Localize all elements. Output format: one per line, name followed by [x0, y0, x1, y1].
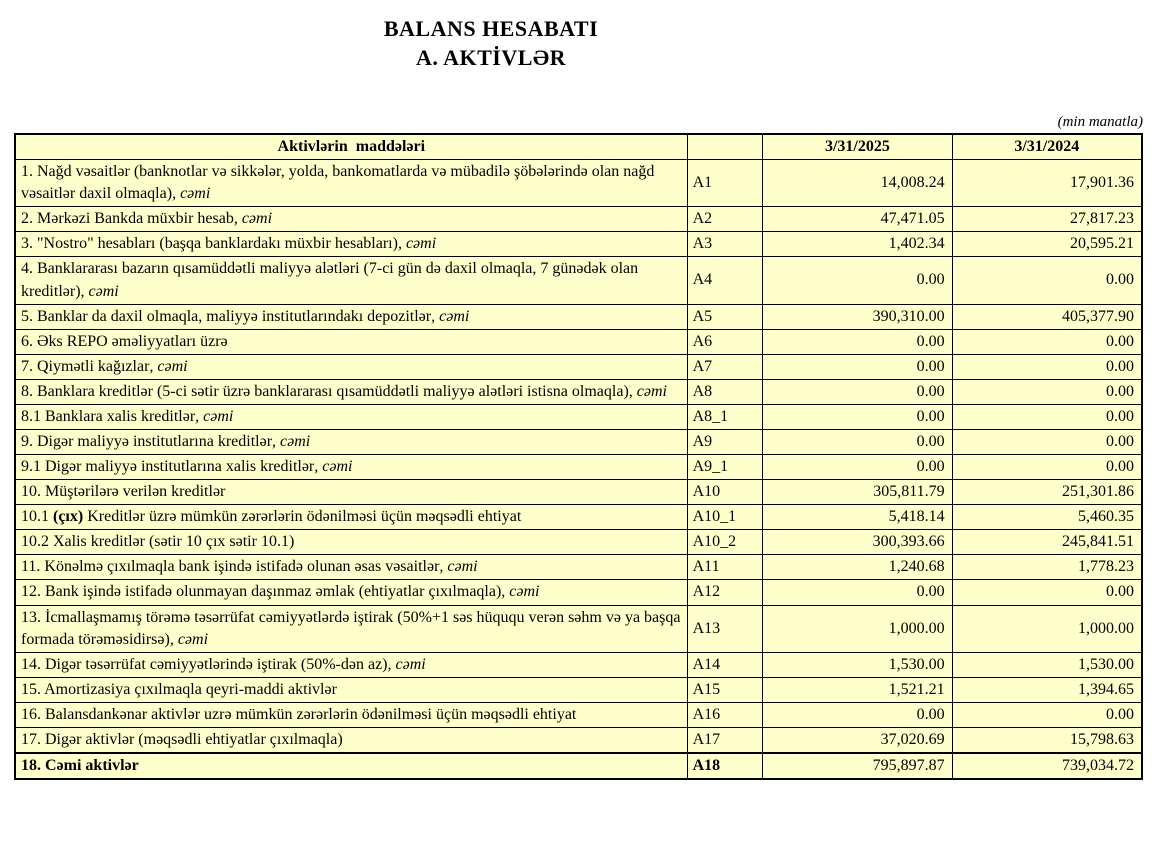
row-value-2024: 739,034.72	[952, 753, 1142, 779]
row-label	[15, 530, 687, 555]
row-label-segment: 7. Qiymətli kağızlar	[21, 357, 150, 375]
row-value-2025: 0.00	[763, 580, 952, 605]
row-label-segment: 8.1 Banklara xalis kreditlər	[21, 407, 196, 425]
header-row	[15, 134, 1142, 160]
row-value-2024: 27,817.23	[952, 207, 1142, 232]
row-code: A10_2	[687, 530, 763, 555]
row-label	[15, 580, 687, 605]
row-value-2024: 0.00	[952, 354, 1142, 379]
row-label-segment: , cəmi	[233, 210, 273, 228]
row-value-2025: 390,310.00	[763, 304, 952, 329]
row-value-2025: 0.00	[763, 404, 952, 429]
row-label-segment: 2. Mərkəzi Bankda müxbir hesab	[21, 210, 234, 228]
row-label-segment: 18. Cəmi aktivlər	[21, 757, 139, 775]
row-value-2024: 0.00	[952, 379, 1142, 404]
row-label-segment: 13. İcmallaşmamış törəmə təsərrüfat cəmiyyətlərdə iştirak (50%+1 səs hüququ verən səhm və ya başqa formada törəməsidirsə)	[21, 608, 681, 648]
row-label-segment: 17. Digər aktivlər (məqsədli ehtiyatlar çıxılmaqla)	[21, 730, 343, 748]
row-label-segment: 16. Balansdankənar aktivlər uzrə mümkün zərərlərin ödənilməsi üçün məqsədli ehtiyat	[21, 705, 577, 723]
row-label	[15, 652, 687, 677]
row-label-segment: 10.2 Xalis kreditlər (sətir 10 çıx sətir 10.1)	[21, 533, 295, 551]
table-row	[15, 379, 1142, 404]
row-label-segment: , cəmi	[628, 382, 667, 400]
row-code: A16	[687, 702, 763, 727]
row-label-segment: , cəmi	[195, 407, 234, 425]
row-value-2025: 1,530.00	[763, 652, 952, 677]
row-label	[15, 354, 687, 379]
row-label	[15, 677, 687, 702]
row-label-segment: 1. Nağd vəsaitlər (banknotlar və sikkələr, yolda, bankomatlarda və mübadilə şöbələrində olan nağd vəsaitlər daxil olmaqla)	[21, 163, 655, 203]
row-code: A17	[687, 727, 763, 753]
row-label-segment: , cəmi	[431, 307, 470, 325]
row-code: A10	[687, 480, 763, 505]
row-label-segment: 6. Əks REPO əməliyyatları üzrə	[21, 332, 228, 350]
row-label	[15, 379, 687, 404]
row-label-segment: 12. Bank işində istifadə olunmayan daşınmaz əmlak (ehtiyatlar çıxılmaqla)	[21, 583, 502, 601]
header-col-2024: 3/31/2024	[952, 134, 1142, 160]
row-label	[15, 480, 687, 505]
row-label-segment: , cəmi	[501, 583, 540, 601]
table-row	[15, 555, 1142, 580]
row-code: A13	[687, 605, 763, 652]
table-row	[15, 652, 1142, 677]
row-code: A4	[687, 257, 763, 304]
row-value-2025: 14,008.24	[763, 160, 952, 207]
row-code: A1	[687, 160, 763, 207]
header-code	[687, 134, 763, 160]
row-label	[15, 160, 687, 207]
table-row	[15, 480, 1142, 505]
row-value-2024: 5,460.35	[952, 505, 1142, 530]
table-row	[15, 530, 1142, 555]
row-value-2025: 0.00	[763, 329, 952, 354]
row-label	[15, 430, 687, 455]
row-value-2025: 0.00	[763, 257, 952, 304]
row-value-2024: 245,841.51	[952, 530, 1142, 555]
row-value-2025: 0.00	[763, 455, 952, 480]
row-value-2024: 20,595.21	[952, 232, 1142, 257]
row-value-2025: 47,471.05	[763, 207, 952, 232]
row-label-segment: , cəmi	[439, 558, 478, 576]
row-label-segment: , cəmi	[272, 433, 311, 450]
row-label-segment: 14. Digər təsərrüfat cəmiyyətlərində iştirak (50%-dən az)	[21, 655, 388, 673]
row-value-2024: 1,778.23	[952, 555, 1142, 580]
row-value-2024: 0.00	[952, 580, 1142, 605]
row-label-segment: 11. Könəlmə çıxılmaqla bank işində istifadə olunan əsas vəsaitlər	[21, 558, 440, 576]
title-line-2: A. AKTİVLƏR	[415, 45, 567, 71]
row-value-2024: 0.00	[952, 702, 1142, 727]
table-row	[15, 354, 1142, 379]
assets-table	[14, 133, 1143, 780]
row-value-2025: 1,000.00	[763, 605, 952, 652]
row-label-segment: Kreditlər üzrə mümkün zərərlərin ödənilməsi üçün məqsədli ehtiyat	[83, 508, 522, 526]
row-value-2024: 0.00	[952, 455, 1142, 480]
row-label-segment: , cəmi	[397, 235, 437, 253]
row-label-segment: (çıx)	[53, 508, 84, 526]
row-code: A9_1	[687, 455, 763, 480]
row-label	[15, 505, 687, 530]
row-value-2025: 37,020.69	[763, 727, 952, 753]
row-value-2025: 0.00	[763, 379, 952, 404]
table-row	[15, 160, 1142, 207]
row-value-2024: 0.00	[952, 329, 1142, 354]
header-col-2025: 3/31/2025	[763, 134, 952, 160]
table-row	[15, 727, 1142, 753]
row-value-2024: 405,377.90	[952, 304, 1142, 329]
row-value-2024: 1,530.00	[952, 652, 1142, 677]
row-code: A14	[687, 652, 763, 677]
row-label	[15, 404, 687, 429]
row-label-segment: , cəmi	[314, 458, 353, 476]
row-code: A18	[687, 753, 763, 779]
row-label-segment: , cəmi	[169, 630, 209, 648]
row-label-segment: 10. Müştərilərə verilən kreditlər	[21, 483, 226, 501]
row-label	[15, 329, 687, 354]
row-label-segment: , cəmi	[149, 357, 188, 375]
row-label	[15, 727, 687, 753]
row-value-2024: 15,798.63	[952, 727, 1142, 753]
row-value-2025: 300,393.66	[763, 530, 952, 555]
table-row	[15, 580, 1142, 605]
row-label	[15, 605, 687, 652]
row-value-2025: 1,521.21	[763, 677, 952, 702]
row-label-segment: , cəmi	[80, 282, 119, 300]
row-label-segment: 3. "Nostro" hesabları (başqa banklardakı müxbir hesabları)	[21, 235, 398, 253]
row-value-2025: 0.00	[763, 354, 952, 379]
row-code: A8	[687, 379, 763, 404]
table-row	[15, 702, 1142, 727]
report-title	[0, 0, 982, 72]
row-code: A3	[687, 232, 763, 257]
row-value-2025: 305,811.79	[763, 480, 952, 505]
row-value-2025: 0.00	[763, 702, 952, 727]
row-value-2024: 251,301.86	[952, 480, 1142, 505]
row-label-segment: , cəmi	[172, 185, 211, 203]
row-value-2024: 17,901.36	[952, 160, 1142, 207]
row-value-2025: 1,402.34	[763, 232, 952, 257]
row-label-segment: , cəmi	[387, 655, 426, 673]
row-label-segment: 10.1	[21, 508, 53, 526]
row-label	[15, 257, 687, 304]
row-code: A5	[687, 304, 763, 329]
row-value-2025: 1,240.68	[763, 555, 952, 580]
table-row	[15, 329, 1142, 354]
row-code: A15	[687, 677, 763, 702]
row-code: A6	[687, 329, 763, 354]
table-row	[15, 232, 1142, 257]
row-code: A11	[687, 555, 763, 580]
table-row	[15, 430, 1142, 455]
row-label-segment: 8. Banklara kreditlər (5-ci sətir üzrə banklararası qısamüddətli maliyyə alətləri istisna olmaqla)	[21, 382, 629, 400]
table-row	[15, 455, 1142, 480]
title-line-1: BALANS HESABATI	[383, 16, 599, 41]
row-label	[15, 232, 687, 257]
row-label-segment: 9. Digər maliyyə institutlarına kreditlər	[21, 433, 273, 450]
table-row	[15, 677, 1142, 702]
header-items: Aktivlərin maddələri	[15, 134, 687, 160]
row-label-segment: 5. Banklar da daxil olmaqla, maliyyə institutlarındakı depozitlər	[21, 307, 432, 325]
row-code: A7	[687, 354, 763, 379]
row-value-2025: 0.00	[763, 430, 952, 455]
row-code: A2	[687, 207, 763, 232]
row-value-2024: 1,000.00	[952, 605, 1142, 652]
row-code: A8_1	[687, 404, 763, 429]
row-code: A9	[687, 430, 763, 455]
table-row	[15, 505, 1142, 530]
row-label	[15, 702, 687, 727]
row-label	[15, 753, 687, 779]
row-value-2024: 0.00	[952, 257, 1142, 304]
row-label	[15, 207, 687, 232]
row-value-2025: 795,897.87	[763, 753, 952, 779]
row-value-2024: 0.00	[952, 430, 1142, 455]
table-row	[15, 404, 1142, 429]
row-label-segment: 9.1 Digər maliyyə institutlarına xalis kreditlər	[21, 458, 315, 476]
row-label	[15, 304, 687, 329]
table-row	[15, 605, 1142, 652]
row-value-2024: 0.00	[952, 404, 1142, 429]
row-value-2025: 5,418.14	[763, 505, 952, 530]
unit-note: (min manatla)	[1057, 114, 1143, 131]
row-label-segment: 15. Amortizasiya çıxılmaqla qeyri-maddi aktivlər	[21, 680, 337, 698]
row-code: A10_1	[687, 505, 763, 530]
table-row	[15, 753, 1142, 779]
row-value-2024: 1,394.65	[952, 677, 1142, 702]
row-label	[15, 555, 687, 580]
row-code: A12	[687, 580, 763, 605]
row-label	[15, 455, 687, 480]
table-row	[15, 207, 1142, 232]
table-row	[15, 304, 1142, 329]
table-body	[15, 160, 1142, 779]
row-label-segment: 4. Banklararası bazarın qısamüddətli maliyyə alətləri (7-ci gün də daxil olmaqla, 7 günədək olan kreditlər)	[21, 260, 639, 300]
table-row	[15, 257, 1142, 304]
